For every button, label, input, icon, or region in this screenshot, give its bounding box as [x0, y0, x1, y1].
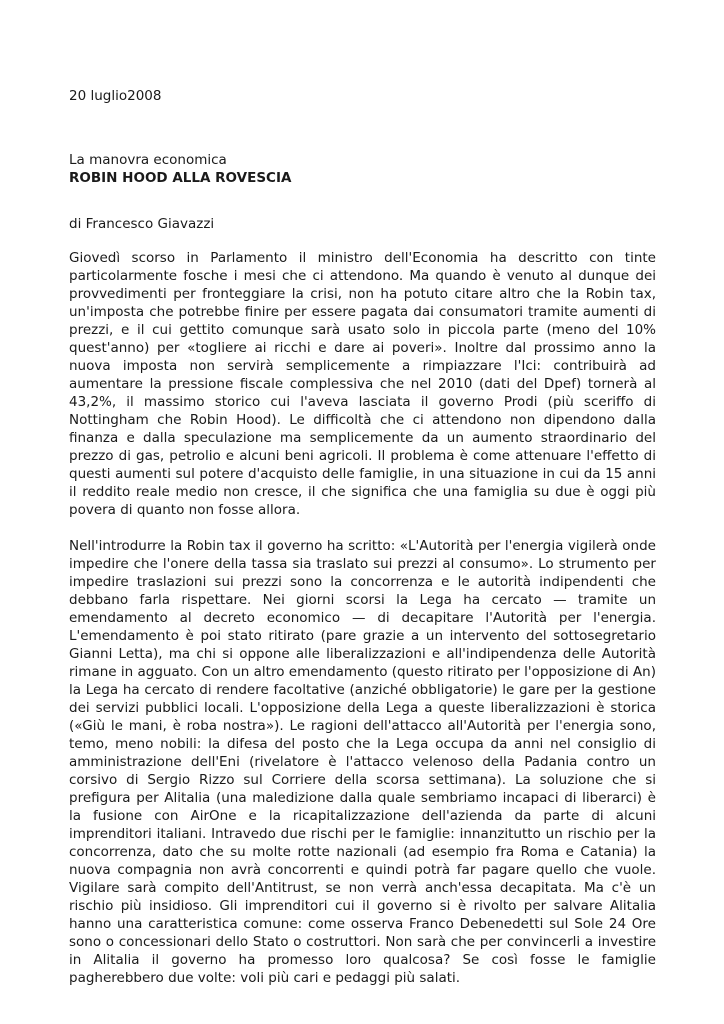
article-headline: ROBIN HOOD ALLA ROVESCIA — [69, 170, 292, 186]
article-paragraph: Giovedì scorso in Parlamento il ministro dell'Economia ha descritto con tinte particolarmente fosche i mesi che ci attendono. Ma quando è venuto al dunque dei provvedimenti per fronteggiare la crisi, non ha potuto citare altro che la Robin tax, un'imposta che potrebbe finire per essere pagata dai consumatori tramite aumenti di prezzi, e il cui gettito comunque sarà usato solo in piccola parte (meno del 10% quest'anno) per «togliere ai ricchi e dare ai poveri». Inoltre dal prossimo anno la nuova imposta non servirà semplicemente a rimpiazzare l'Ici: contribuirà ad aumentare la pressione fiscale complessiva che nel 2010 (dati del Dpef) tornerà al 43,2%, il massimo storico cui l'aveva lasciata il governo Prodi (più sceriffo di Nottingham che Robin Hood). Le difficoltà che ci attendono non dipendono dalla finanza e dalla speculazione ma semplicemente da un aumento straordinario del prezzo di gas, petrolio e alcuni beni agricoli. Il problema è come attenuare l'effetto di questi aumenti sul potere d'acquisto delle famiglie, in una situazione in cui da 15 anni il reddito reale medio non cresce, il che significa che una famiglia su due è oggi più povera di quanto non fosse allora. — [69, 250, 656, 518]
article-byline: di Francesco Giavazzi — [69, 216, 215, 232]
article-date: 20 luglio2008 — [69, 88, 162, 104]
article-paragraph: Nell'introdurre la Robin tax il governo ha scritto: «L'Autorità per l'energia vigilerà onde impedire che l'onere della tassa sia traslato sui prezzi al consumo». Lo strumento per impedire traslazioni sui prezzi sono la concorrenza e le autorità indipendenti che debbano farla rispettare. Nei giorni scorsi la Lega ha cercato — tramite un emendamento al decreto economico — di decapitare l'Autorità per l'energia. L'emendamento è poi stato ritirato (pare grazie a un intervento del sottosegretario Gianni Letta), ma chi si oppone alle liberalizzazioni e all'indipendenza delle Autorità rimane in agguato. Con un altro emendamento (questo ritirato per l'opposizione di An) la Lega ha cercato di rendere facoltative (anziché obbligatorie) le gare per la gestione dei servizi pubblici locali. L'opposizione della Lega a queste liberalizzazioni è storica («Giù le mani, è roba nostra»). Le ragioni dell'attacco all'Autorità per l'energia sono, temo, meno nobili: la difesa del posto che la Lega occupa da anni nel consiglio di amministrazione dell'Eni (rivelatore è l'attacco velenoso della Padania contro un corsivo di Sergio Rizzo sul Corriere della scorsa settimana). La soluzione che si prefigura per Alitalia (una maledizione dalla quale sembriamo incapaci di liberarci) è la fusione con AirOne e la ricapitalizzazione dell'azienda da parte di alcuni imprenditori italiani. Intravedo due rischi per le famiglie: innanzitutto un rischio per la concorrenza, dato che su molte rotte nazionali (ad esempio fra Roma e Catania) la nuova compagnia non avrà concorrenti e quindi potrà far pagare quello che vuole. Vigilare sarà compito dell'Antitrust, se non verrà anch'essa decapitata. Ma c'è un rischio più insidioso. Gli imprenditori cui il governo si è rivolto per salvare Alitalia hanno una caratteristica comune: come osserva Franco Debenedetti sul Sole 24 Ore sono o concessionari dello Stato o costruttori. Non sarà che per convincerli a investire in Alitalia il governo ha promesso loro qualcosa? Se così fosse le famiglie pagherebbero due volte: voli più cari e pedaggi più salati. — [69, 538, 656, 986]
article-body — [69, 249, 656, 1005]
article-kicker: La manovra economica — [69, 152, 227, 168]
